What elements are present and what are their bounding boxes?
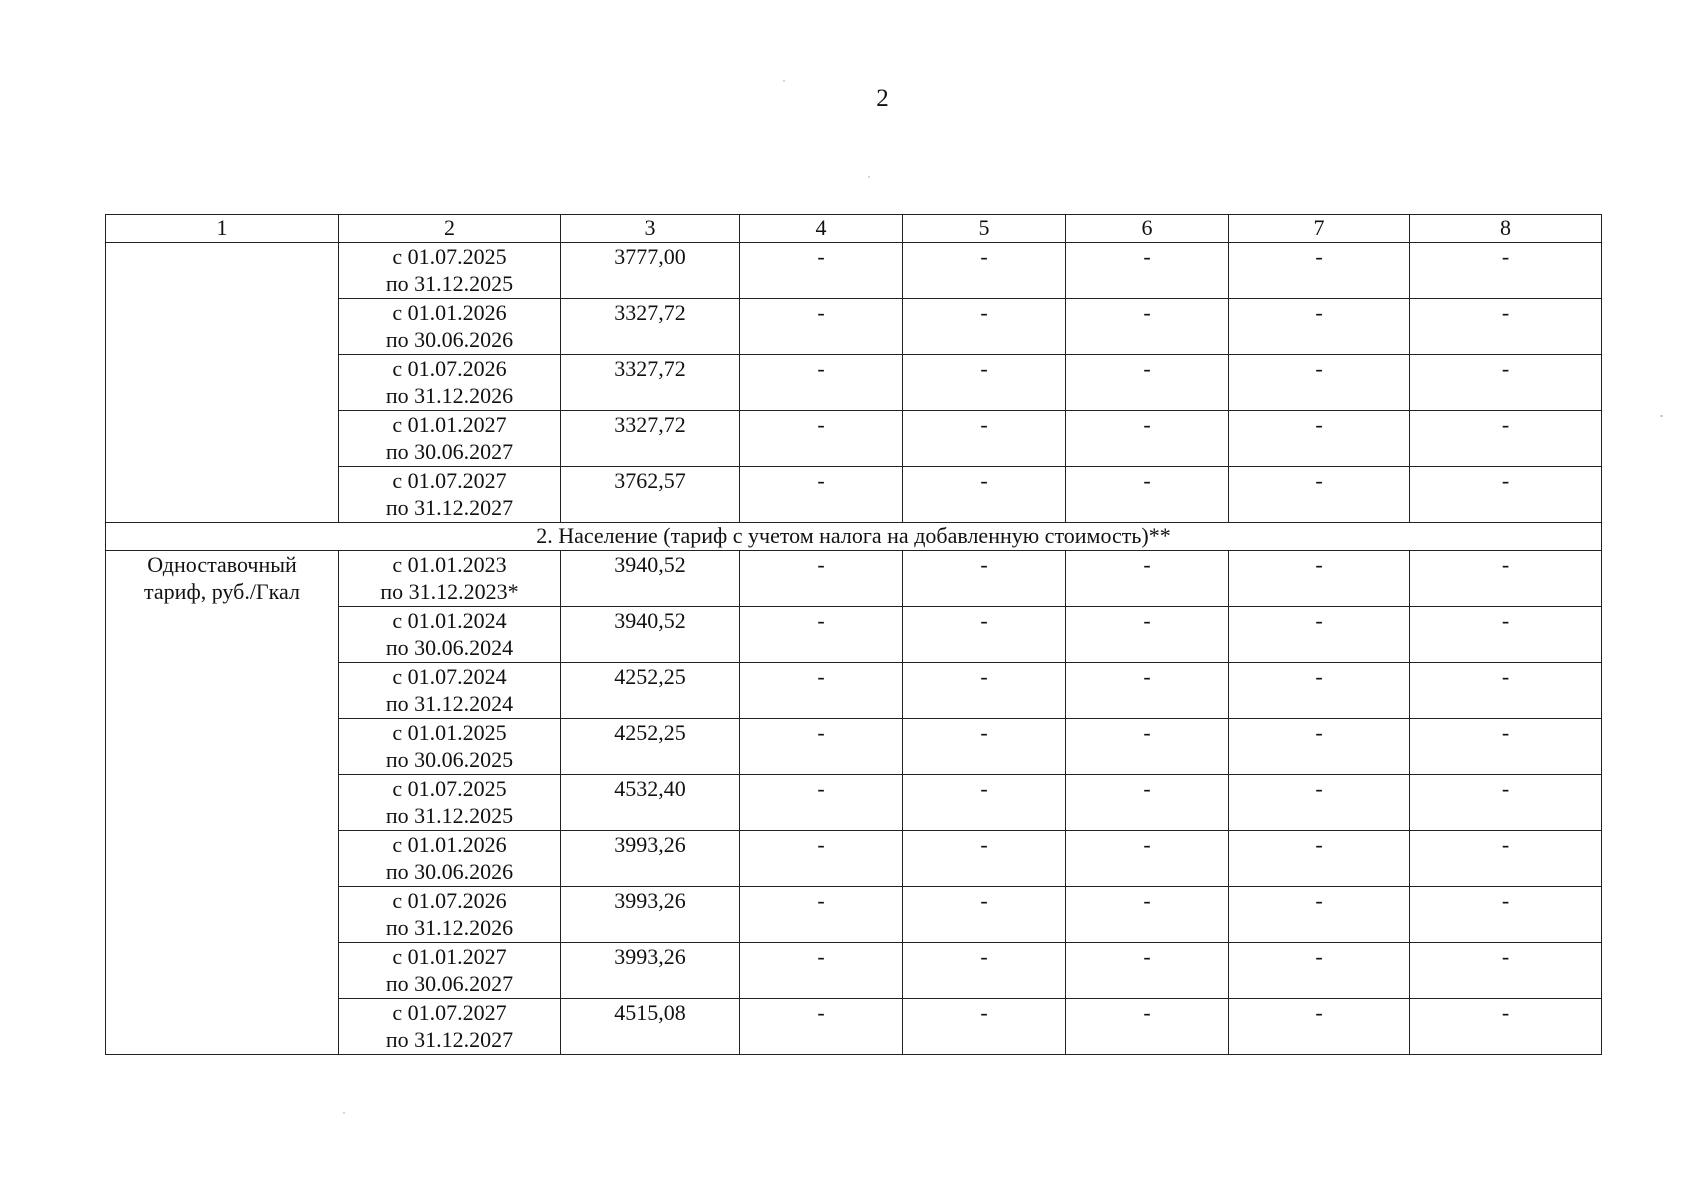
empty-value-dash: -: [1066, 719, 1229, 775]
period-cell: [339, 355, 561, 411]
empty-value-dash: -: [1229, 551, 1410, 607]
empty-value-dash: -: [903, 299, 1066, 355]
period-to: по 30.06.2026: [385, 859, 514, 884]
empty-value-dash: -: [1066, 243, 1229, 299]
tariff-value: 3940,52: [561, 607, 740, 663]
tariff-unit-label: тариф, руб./Гкал: [144, 579, 300, 604]
empty-value-dash: -: [1229, 775, 1410, 831]
empty-value-dash: -: [1229, 719, 1410, 775]
period-cell: [339, 607, 561, 663]
period-cell: [339, 831, 561, 887]
empty-value-dash: -: [1229, 999, 1410, 1055]
period-cell: [339, 663, 561, 719]
period-to: по 31.12.2027: [385, 1027, 514, 1052]
empty-value-dash: -: [740, 887, 903, 943]
tariff-value: 3993,26: [561, 887, 740, 943]
empty-value-dash: -: [1410, 607, 1602, 663]
empty-value-dash: -: [740, 831, 903, 887]
empty-value-dash: -: [1410, 719, 1602, 775]
column-number: 2: [339, 215, 561, 243]
empty-value-dash: -: [740, 719, 903, 775]
empty-value-dash: -: [1229, 887, 1410, 943]
empty-value-dash: -: [1229, 411, 1410, 467]
period-from: с 01.01.2027: [392, 944, 507, 969]
period-cell: [339, 999, 561, 1055]
tariff-value: 3762,57: [561, 467, 740, 523]
period-cell: [339, 243, 561, 299]
period-from: с 01.07.2027: [392, 468, 507, 493]
tariff-value: 3940,52: [561, 551, 740, 607]
tariff-value: 4532,40: [561, 775, 740, 831]
empty-value-dash: -: [1066, 663, 1229, 719]
period-to: по 31.12.2026: [385, 383, 514, 408]
period-from: с 01.01.2026: [392, 300, 507, 325]
empty-value-dash: -: [1410, 551, 1602, 607]
section-title: 2. Население (тариф с учетом налога на добавленную стоимость)**: [106, 523, 1602, 551]
empty-value-dash: -: [1410, 943, 1602, 999]
empty-value-dash: -: [1229, 943, 1410, 999]
empty-value-dash: -: [903, 551, 1066, 607]
period-to: по 31.12.2025: [385, 271, 514, 296]
scan-speck: [783, 80, 785, 82]
empty-value-dash: -: [1410, 355, 1602, 411]
tariff-table-body: [106, 215, 1602, 1055]
empty-value-dash: -: [740, 355, 903, 411]
empty-value-dash: -: [1410, 467, 1602, 523]
empty-value-dash: -: [1066, 831, 1229, 887]
period-to: по 30.06.2025: [385, 747, 514, 772]
period-cell: [339, 719, 561, 775]
empty-value-dash: -: [1410, 243, 1602, 299]
period-to: по 30.06.2027: [385, 971, 514, 996]
empty-value-dash: -: [903, 243, 1066, 299]
empty-value-dash: -: [740, 607, 903, 663]
empty-value-dash: -: [903, 355, 1066, 411]
period-from: с 01.01.2026: [392, 832, 507, 857]
column-number: 3: [561, 215, 740, 243]
empty-value-dash: -: [740, 663, 903, 719]
section-row: [106, 523, 1602, 551]
empty-value-dash: -: [1229, 299, 1410, 355]
tariff-value: 3327,72: [561, 411, 740, 467]
tariff-value: 4252,25: [561, 719, 740, 775]
period-to: по 30.06.2026: [385, 327, 514, 352]
period-cell: [339, 887, 561, 943]
period-to: по 30.06.2024: [385, 635, 514, 660]
scan-speck: [1660, 415, 1663, 417]
page-number: 2: [876, 85, 889, 112]
empty-value-dash: -: [1066, 999, 1229, 1055]
empty-value-dash: -: [1066, 551, 1229, 607]
empty-value-dash: -: [1066, 355, 1229, 411]
period-from: с 01.07.2024: [392, 664, 507, 689]
period-to: по 31.12.2023*: [380, 579, 519, 604]
empty-value-dash: -: [1410, 663, 1602, 719]
empty-value-dash: -: [1066, 887, 1229, 943]
period-from: с 01.01.2023: [392, 552, 507, 577]
empty-value-dash: -: [1066, 299, 1229, 355]
period-from: с 01.01.2024: [392, 608, 507, 633]
column-number-row: [106, 215, 1602, 243]
column-number: 4: [740, 215, 903, 243]
empty-value-dash: -: [1066, 411, 1229, 467]
tariff-value: 4252,25: [561, 663, 740, 719]
period-from: с 01.07.2026: [392, 888, 507, 913]
period-cell: [339, 467, 561, 523]
empty-value-dash: -: [1066, 467, 1229, 523]
tariff-value: 4515,08: [561, 999, 740, 1055]
empty-value-dash: -: [740, 243, 903, 299]
period-from: с 01.01.2025: [392, 720, 507, 745]
empty-value-dash: -: [1066, 775, 1229, 831]
column-number: 7: [1229, 215, 1410, 243]
period-from: с 01.07.2027: [392, 1000, 507, 1025]
tariff-type-label: Одноставочный: [147, 552, 297, 577]
table-row: [106, 551, 1602, 607]
tariff-value: 3327,72: [561, 355, 740, 411]
empty-value-dash: -: [740, 943, 903, 999]
empty-value-dash: -: [740, 411, 903, 467]
period-cell: [339, 551, 561, 607]
empty-value-dash: -: [1229, 663, 1410, 719]
empty-value-dash: -: [903, 663, 1066, 719]
period-cell: [339, 943, 561, 999]
empty-value-dash: -: [1410, 999, 1602, 1055]
empty-value-dash: -: [740, 999, 903, 1055]
empty-value-dash: -: [1410, 299, 1602, 355]
empty-value-dash: -: [1229, 355, 1410, 411]
empty-value-dash: -: [1229, 607, 1410, 663]
empty-value-dash: -: [903, 411, 1066, 467]
tariff-value: 3327,72: [561, 299, 740, 355]
period-cell: [339, 299, 561, 355]
empty-value-dash: -: [903, 943, 1066, 999]
empty-value-dash: -: [1229, 467, 1410, 523]
empty-value-dash: -: [1410, 411, 1602, 467]
tariff-table: [105, 214, 1602, 1055]
tariff-value: 3777,00: [561, 243, 740, 299]
period-to: по 31.12.2027: [385, 495, 514, 520]
empty-value-dash: -: [1229, 831, 1410, 887]
empty-value-dash: -: [1066, 607, 1229, 663]
empty-value-dash: -: [1410, 775, 1602, 831]
period-to: по 31.12.2024: [385, 691, 514, 716]
empty-value-dash: -: [903, 719, 1066, 775]
column-number: 1: [106, 215, 339, 243]
empty-value-dash: -: [903, 999, 1066, 1055]
empty-value-dash: -: [1410, 887, 1602, 943]
tariff-label-cell: [106, 551, 339, 1055]
empty-value-dash: -: [740, 775, 903, 831]
empty-value-dash: -: [903, 887, 1066, 943]
scan-speck: [343, 1112, 345, 1114]
period-from: с 01.07.2025: [392, 244, 507, 269]
empty-value-dash: -: [903, 831, 1066, 887]
empty-value-dash: -: [740, 467, 903, 523]
column-number: 5: [903, 215, 1066, 243]
period-from: с 01.07.2025: [392, 776, 507, 801]
period-cell: [339, 775, 561, 831]
period-to: по 31.12.2026: [385, 915, 514, 940]
period-to: по 31.12.2025: [385, 803, 514, 828]
tariff-value: 3993,26: [561, 943, 740, 999]
period-from: с 01.07.2026: [392, 356, 507, 381]
scan-speck: [868, 176, 870, 178]
empty-value-dash: -: [1410, 831, 1602, 887]
empty-value-dash: -: [1229, 243, 1410, 299]
tariff-value: 3993,26: [561, 831, 740, 887]
period-to: по 30.06.2027: [385, 439, 514, 464]
empty-value-dash: -: [740, 299, 903, 355]
empty-value-dash: -: [903, 607, 1066, 663]
empty-value-dash: -: [740, 551, 903, 607]
tariff-label-cell: [106, 243, 339, 523]
empty-value-dash: -: [1066, 943, 1229, 999]
period-from: с 01.01.2027: [392, 412, 507, 437]
column-number: 8: [1410, 215, 1602, 243]
column-number: 6: [1066, 215, 1229, 243]
period-cell: [339, 411, 561, 467]
empty-value-dash: -: [903, 775, 1066, 831]
table-row: [106, 243, 1602, 299]
empty-value-dash: -: [903, 467, 1066, 523]
